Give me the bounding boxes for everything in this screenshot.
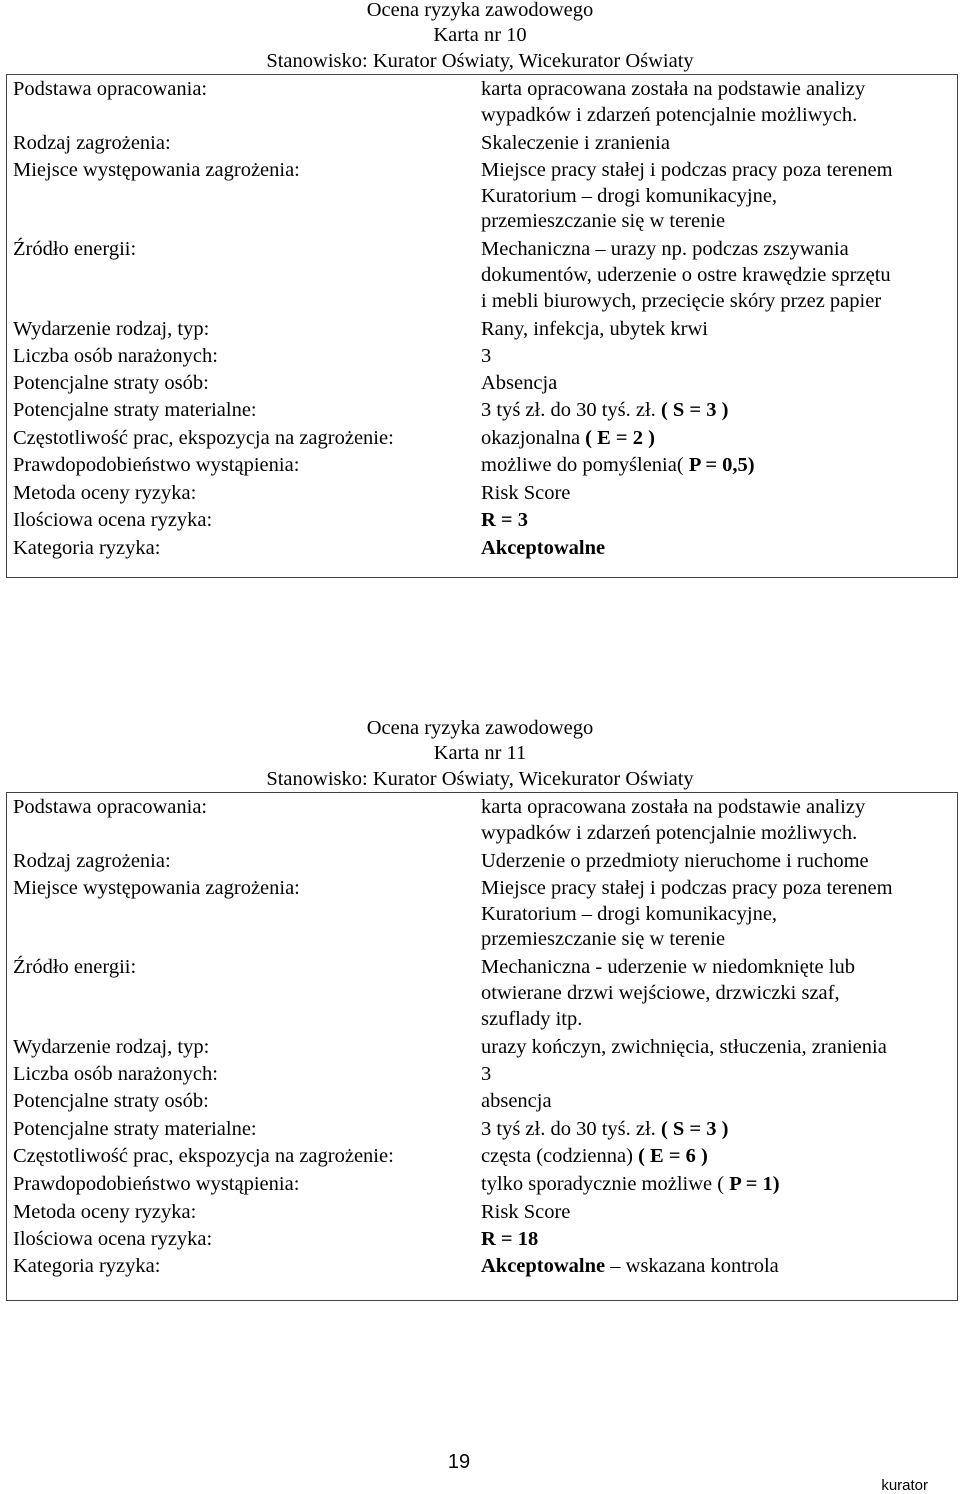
event-value: urazy kończyn, zwichnięcia, stłuczenia, zranienia (481, 1036, 887, 1058)
event-value: Rany, infekcja, ubytek krwi (481, 318, 708, 340)
persons-label: Liczba osób narażonych: (13, 1063, 218, 1085)
loss-material-value: 3 tyś zł. do 30 tyś. zł. ( S = 3 ) (481, 399, 729, 421)
loss-persons-value: Absencja (481, 372, 558, 394)
location-value-cont: Kuratorium – drogi komunikacyjne, (481, 185, 778, 207)
loss-persons-value: absencja (481, 1090, 552, 1112)
loss-material-value: 3 tyś zł. do 30 tyś. zł. ( S = 3 ) (481, 1118, 729, 1140)
location-value-cont2: przemieszczanie się w terenie (481, 210, 726, 232)
frequency-label: Częstotliwość prac, ekspozycja na zagrożenie: (13, 1145, 394, 1167)
category-label: Kategoria ryzyka: (13, 1255, 161, 1277)
basis-value-cont: wypadków i zdarzeń potencjalnie możliwych. (481, 822, 858, 844)
source-value: Mechaniczna – urazy np. podczas zszywania (481, 238, 849, 260)
loss-material-label: Potencjalne straty materialne: (13, 1118, 257, 1140)
source-value: Mechaniczna - uderzenie w niedomknięte lub (481, 956, 855, 978)
source-value-cont2: szuflady itp. (481, 1008, 583, 1030)
category-note: – wskazana kontrola (610, 1255, 779, 1277)
probability-label: Prawdopodobieństwo wystąpienia: (13, 1173, 300, 1195)
probability-score: P = 1) (729, 1173, 780, 1195)
severity-score: ( S = 3 ) (660, 1118, 729, 1140)
basis-label: Podstawa opracowania: (13, 796, 208, 818)
probability-value: tylko sporadycznie możliwe ( P = 1) (481, 1173, 780, 1195)
persons-value: 3 (481, 345, 492, 367)
basis-value-cont: wypadków i zdarzeń potencjalnie możliwych. (481, 104, 858, 126)
hazard-value: Skaleczenie i zranienia (481, 132, 670, 154)
exposure-score: ( E = 2 ) (585, 427, 655, 449)
hazard-value: Uderzenie o przedmioty nieruchome i ruchome (481, 850, 869, 872)
persons-value: 3 (481, 1063, 492, 1085)
footer-text: kurator (881, 1477, 928, 1494)
method-label: Metoda oceny ryzyka: (13, 1201, 197, 1223)
basis-label: Podstawa opracowania: (13, 78, 208, 100)
frequency-value: okazjonalna ( E = 2 ) (481, 427, 655, 449)
risk-card-11 (0, 718, 960, 1303)
location-value-cont2: przemieszczanie się w terenie (481, 928, 726, 950)
probability-value: możliwe do pomyślenia( P = 0,5) (481, 454, 755, 476)
frequency-value: częsta (codzienna) ( E = 6 ) (481, 1145, 708, 1167)
category-value: Akceptowalne – wskazana kontrola (481, 1255, 779, 1277)
quant-label: Ilościowa ocena ryzyka: (13, 509, 213, 531)
frequency-label: Częstotliwość prac, ekspozycja na zagrożenie: (13, 427, 394, 449)
basis-value: karta opracowana została na podstawie analizy (481, 78, 866, 100)
risk-card-10 (0, 0, 960, 580)
source-value-cont: otwierane drzwi wejściowe, drzwiczki szaf, (481, 982, 840, 1004)
card-position: Stanowisko: Kurator Oświaty, Wicekurator Oświaty (266, 768, 694, 790)
location-value-cont: Kuratorium – drogi komunikacyjne, (481, 903, 778, 925)
category-value: Akceptowalne (481, 537, 606, 559)
event-label: Wydarzenie rodzaj, typ: (13, 318, 210, 340)
hazard-label: Rodzaj zagrożenia: (13, 132, 171, 154)
quant-value: R = 18 (481, 1228, 539, 1250)
source-value-cont: dokumentów, uderzenie o ostre krawędzie sprzętu (481, 264, 891, 286)
page-number: 19 (447, 1451, 471, 1473)
persons-label: Liczba osób narażonych: (13, 345, 218, 367)
card-number: Karta nr 10 (433, 24, 527, 46)
source-label: Źródło energii: (13, 238, 137, 260)
exposure-score: ( E = 6 ) (638, 1145, 708, 1167)
source-value-cont2: i mebli biurowych, przecięcie skóry przez papier (481, 290, 882, 312)
method-label: Metoda oceny ryzyka: (13, 482, 197, 504)
location-value: Miejsce pracy stałej i podczas pracy poza terenem (481, 877, 893, 899)
location-label: Miejsce występowania zagrożenia: (13, 877, 300, 899)
loss-material-label: Potencjalne straty materialne: (13, 399, 257, 421)
event-label: Wydarzenie rodzaj, typ: (13, 1036, 210, 1058)
card-title: Ocena ryzyka zawodowego (366, 717, 594, 739)
probability-label: Prawdopodobieństwo wystąpienia: (13, 454, 300, 476)
probability-score: P = 0,5) (688, 454, 755, 476)
category-label: Kategoria ryzyka: (13, 537, 161, 559)
card-title: Ocena ryzyka zawodowego (366, 0, 594, 21)
method-value: Risk Score (481, 482, 571, 504)
loss-persons-label: Potencjalne straty osób: (13, 1090, 209, 1112)
card-position: Stanowisko: Kurator Oświaty, Wicekurator Oświaty (266, 50, 694, 72)
quant-value: R = 3 (481, 509, 528, 531)
hazard-label: Rodzaj zagrożenia: (13, 850, 171, 872)
location-value: Miejsce pracy stałej i podczas pracy poza terenem (481, 159, 893, 181)
location-label: Miejsce występowania zagrożenia: (13, 159, 300, 181)
method-value: Risk Score (481, 1201, 571, 1223)
quant-label: Ilościowa ocena ryzyka: (13, 1228, 213, 1250)
loss-persons-label: Potencjalne straty osób: (13, 372, 209, 394)
basis-value: karta opracowana została na podstawie analizy (481, 796, 866, 818)
severity-score: ( S = 3 ) (660, 399, 729, 421)
source-label: Źródło energii: (13, 956, 137, 978)
card-number: Karta nr 11 (433, 742, 527, 764)
